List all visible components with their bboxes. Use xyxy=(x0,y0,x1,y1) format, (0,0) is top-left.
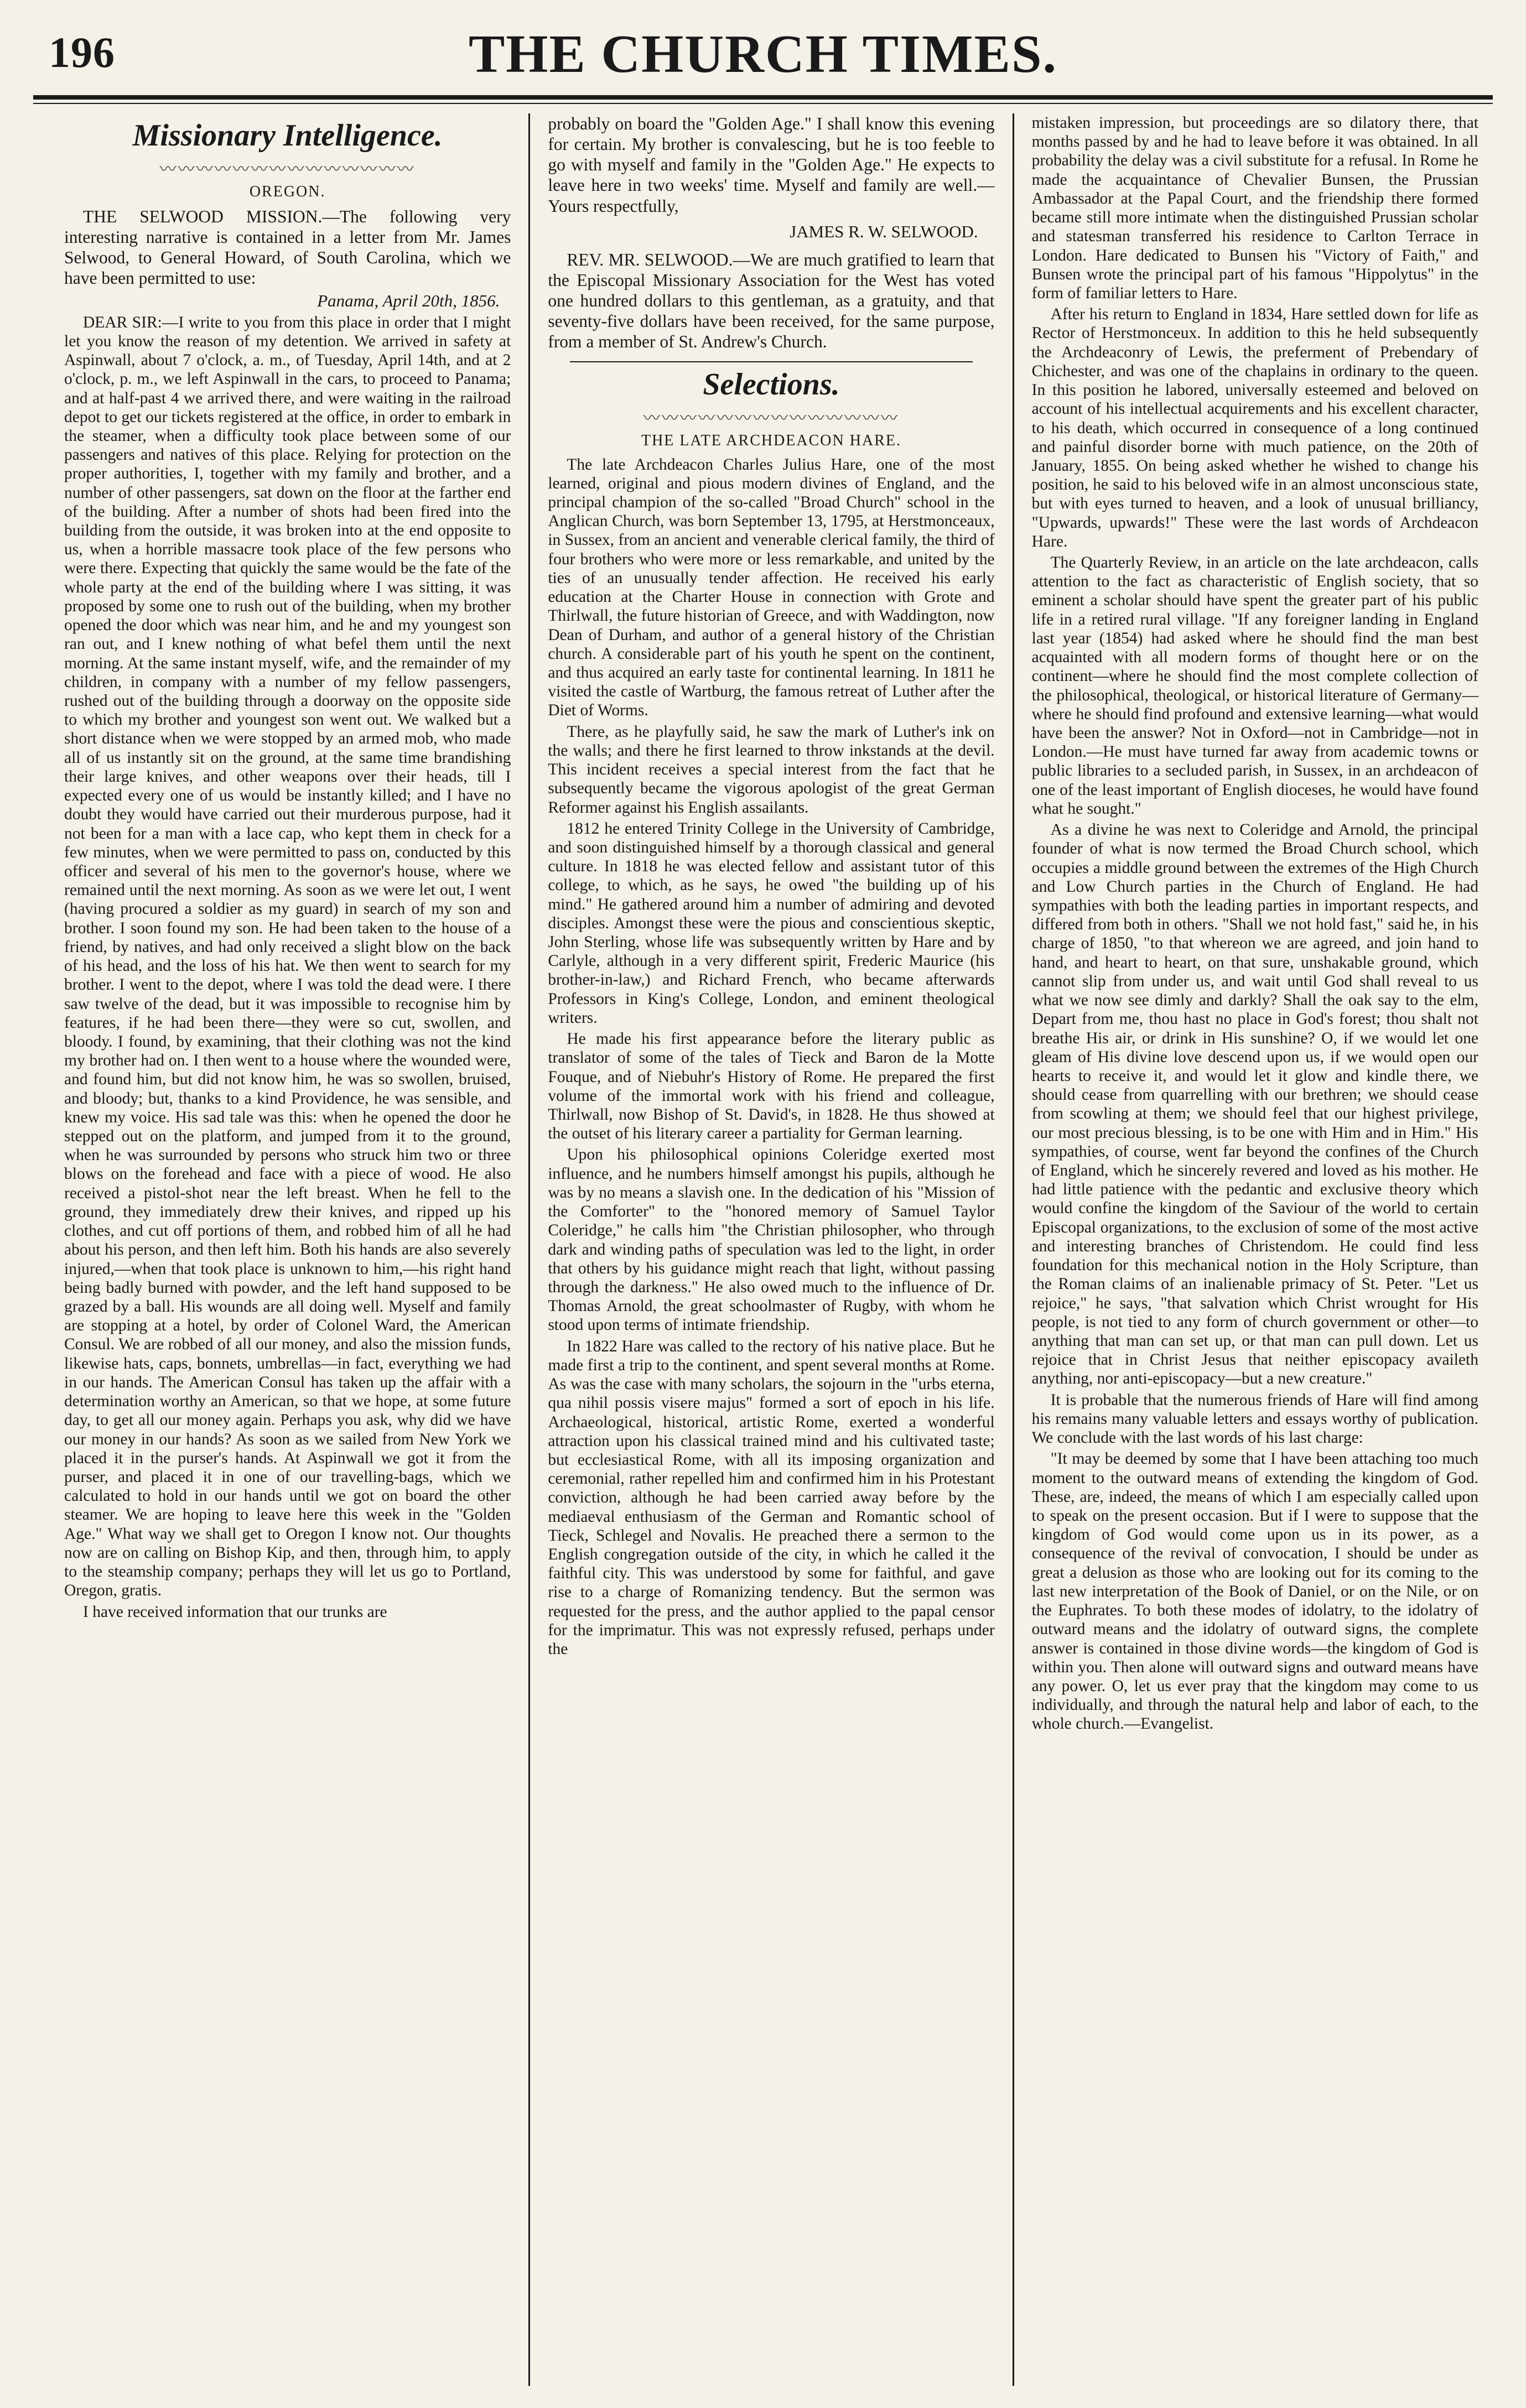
paragraph-hare-4: He made his first appearance before the literary public as translator of some of the tales of Tieck and Baron de la Motte Fouque, and of Niebuhr's History of Rome. He prepared the first volume of the immortal work with his friend and colleague, Thirlwall, now Bishop of St. David's, in 1828. He thus showed at the outset of his literary career a partiality for German learning. xyxy=(548,1030,995,1143)
section-heading-missionary: Missionary Intelligence. xyxy=(132,118,443,153)
masthead-rule-thick xyxy=(33,95,1493,100)
paragraph-hare-6: In 1822 Hare was called to the rectory of his native place. But he made first a trip to the continent, and spent several months at Rome. As was the case with many scholars, the sojourn in the "urbs eterna, qua nihil possis visere majus" formed a sort of epoch in his life. Archaeological, historical, artistic Rome, exerted a wonderful attraction upon his classical trained mind and his cultivated taste; but ecclesiastical Rome, with all its imposing organization and ceremonial, rather repelled him and confirmed him in his Protestant conviction, although he had been carried away before by the mediaeval enthusiasm of the German and Romantic school of Tieck, Schlegel and Novalis. He preached there a sermon to the English congregation outside of the city, in which he called it the faithful city. This was understood by some for faithful, and gave rise to a charge of Romanizing tendency. But the sermon was requested for the press, and the author applied to the papal censor for the imprimatur. This was not expressly refused, perhaps under the xyxy=(548,1337,995,1658)
section-heading-selections: Selections. xyxy=(703,367,840,402)
wavy-divider: 〰〰〰〰〰〰〰〰〰〰〰〰〰〰 xyxy=(643,409,899,428)
subheading-oregon: OREGON. xyxy=(249,183,326,200)
paragraph-hare-10: As a divine he was next to Coleridge and Arnold, the principal founder of what is now termed the Broad Church school, which occupies a middle ground between the extremes of the High Church and Low Church parties in the Church of England. He had sympathies with both the leading parties in important respects, and differed from both in others. "Shall we not hold fast," said he, in his charge of 1850, "to that whereon we are agreed, and join hand to hand, and heart to heart, on that sure, unshakable ground, which cannot slip from under us, and wait until God shall reveal to us what we now see dimly and darkly? Shall the oak say to the elm, Depart from me, thou hast no place in God's forest; thou shalt not breathe His air, or drink in His sunshine? O, if we would let one gleam of His divine love descend upon us, if we would open our hearts to receive it, and would let it glow and kindle there, we should cease from quarrelling with our brethren; we should cease from scowling at them; we should feel that our highest privilege, our most precious blessing, is to be one with Him and in Him." His sympathies, of course, went far beyond the confines of the Church of England, which he sincerely revered and loved as his mother. He had little patience with the pedantic and exclusive theory which would confine the kingdom of the Saviour of the world to certain Episcopal organizations, to the exclusion of some of the most active and interesting branches of Christendom. He could find less foundation for this mechanical notion in the Holy Scripture, than the Roman claims of an inalienable primacy of St. Peter. "Let us rejoice," he says, "that salvation which Christ wrought for His people, is not tied to any form of church government or other—to anything that man can set up, or that man can pull down. Let us rejoice that in Christ Jesus that neither episcopacy availeth anything, nor anti-episcopacy—but a new creature." xyxy=(1031,821,1478,1388)
paragraph-letter-end: I have received information that our trunks are xyxy=(83,1603,387,1621)
paragraph-hare-8: After his return to England in 1834, Hare settled down for life as Rector of Herstmonceux. In addition to this he held subsequently the Archdeaconry of Lewis, the preferment of Prebendary of Chichester, and was one of the chaplains in ordinary to the queen. In this position he labored, universally esteemed and beloved on account of his intellectual acquirements and his excellent character, to his death, which occurred in consequence of a long continued and painful disorder borne with much patience, on the 20th of January, 1855. On being asked whether he wished to change his position, he said to his beloved wife in an almost unconscious state, but with eyes turned to heaven, and a look of unusual brilliancy, "Upwards, upwards!" These were the last words of Archdeacon Hare. xyxy=(1031,305,1478,550)
column-2 xyxy=(533,113,1009,2386)
paragraph-rev-selwood: REV. MR. SELWOOD.—We are much gratified to learn that the Episcopal Missionary Association for the West has voted one hundred dollars to this gentleman, as a gratuity, and that seventy-five dollars have been received, for the same purpose, from a member of St. Andrew's Church. xyxy=(548,249,995,352)
article-columns xyxy=(50,113,1493,2386)
paragraph-hare-5: Upon his philosophical opinions Coleridge exerted most influence, and he numbers himself amongst his pupils, although he was by no means a slavish one. In the dedication of his "Mission of the Comforter" to the "honored memory of Samuel Taylor Coleridge," he calls him "the Christian philosopher, who through dark and winding paths of speculation was led to the light, in order that others by his guidance might reach that light, without passing through the darkness." He also owed much to the influence of Dr. Thomas Arnold, the great schoolmaster of Rugby, with whom he stood upon terms of intimate friendship. xyxy=(548,1146,995,1334)
masthead-rule-thin xyxy=(33,103,1493,104)
wavy-divider: 〰〰〰〰〰〰〰〰〰〰〰〰〰〰 xyxy=(159,160,416,179)
section-rule xyxy=(570,361,972,362)
paragraph-intro: THE SELWOOD MISSION.—The following very interesting narrative is contained in a letter from Mr. James Selwood, to General Howard, of South Carolina, which we have been permitted to use: xyxy=(64,207,511,288)
paragraph-hare-1: The late Archdeacon Charles Julius Hare, one of the most learned, original and pious modern divines of England, and the principal champion of the so-called "Broad Church" school in the Anglican Church, was born September 13, 1795, at Herstmonceaux, in Sussex, from an ancient and venerable clerical family, the third of four brothers who were more or less remarkable, and united by the ties of an unusually tender affection. He received his early education at the Charter House in connection with Grote and Thirlwall, the future historian of Greece, and with Waddington, now Dean of Durham, and author of a general history of the Christian church. A considerable part of his youth he spent on the continent, and thus acquired an early taste for continental learning. In 1811 he visited the castle of Wartburg, the famous retreat of Luther after the Diet of Worms. xyxy=(548,455,995,720)
paragraph-letter-continued: probably on board the "Golden Age." I shall know this evening for certain. My brother is convalescing, but he is too feeble to go with myself and family in the "Golden Age." He expects to leave here in two weeks' time. Myself and family are well.—Yours respectfully, xyxy=(548,114,995,216)
column-1 xyxy=(50,113,525,2386)
paragraph-hare-3: 1812 he entered Trinity College in the University of Cambridge, and soon distinguished himself by a thorough classical and general culture. In 1818 he was elected fellow and assistant tutor of this college, to which, as he says, he owed "the building up of his mind." He gathered around him a number of admiring and devoted disciples. Amongst these were the pious and conscientious skeptic, John Sterling, whose life was subsequently written by Hare and by Carlyle, although in a very different spirit, Frederic Maurice (his brother-in-law,) and Richard French, who became afterwards Professors in King's College, London, and eminent theological writers. xyxy=(548,819,995,1027)
newspaper-title: THE CHURCH TIMES. xyxy=(468,24,1058,84)
paragraph-hare-2: There, as he playfully said, he saw the mark of Luther's ink on the walls; and there he first learned to throw inkstands at the devil. This incident receives a special interest from the fact that he subsequently became the vigorous apologist of the great German Reformer against his English assailants. xyxy=(548,722,995,816)
letter-dateline: Panama, April 20th, 1856. xyxy=(317,290,500,310)
paragraph-hare-12: "It may be deemed by some that I have been attaching too much moment to the outward means of extending the kingdom of God. These, are, indeed, the means of which I am especially called upon to speak on the present occasion. But if I were to suppose that the kingdom of God would come upon us in its power, as a consequence of the revival of convocation, I should be under as great a delusion as those who are looking out for its coming to the last new interpretation of the Book of Daniel, or on the Nile, or on the Euphrates. To both these modes of idolatry, to the idolatry of outward means and the idolatry of outward signs, the complete answer is contained in those divine words—the kingdom of God is within you. Then alone will outward signs and outward means have any power. O, let us ever pray that the kingdom may come to us individually, and through the natural help and labor of each, to the whole church.—Evangelist. xyxy=(1031,1450,1478,1733)
paragraph-hare-11: It is probable that the numerous friends of Hare will find among his remains many valuable letters and essays worthy of publication. We conclude with the last words of his last charge: xyxy=(1031,1391,1478,1447)
page-number: 196 xyxy=(49,28,115,76)
column-divider xyxy=(1013,113,1014,2386)
column-3 xyxy=(1018,113,1493,2386)
paragraph-letter: DEAR SIR:—I write to you from this place in order that I might let you know the reason of my detention. We arrived in safety at Aspinwall, about 7 o'clock, a. m., of Tuesday, April 14th, and at 2 o'clock, p. m., we left Aspinwall in the cars, to proceed to Panama; and at half-past 4 we arrived there, and were waiting in the railroad depot to get our tickets registered at the office, in order to embark in the steamer, when a difficulty took place between some of our passengers and natives of this place. Relying for protection on the proper authorities, I, together with my family and brother, and a number of other passengers, sat down on the floor at the farther end of the building. After a number of shots had been fired into the building from the outside, it was broken into at the end opposite to us, when a horrible massacre took place of the few persons who were there. Expecting that quickly the same would be the fate of the whole party at the end of the building where I was sitting, it was proposed by some one to rush out of the building, when my brother opened the door which was near him, and he and my youngest son ran out, and I knew nothing of what befel them until the next morning. At the same instant myself, wife, and the remainder of my children, in company with a number of my fellow passengers, rushed out of the building through a doorway on the opposite side to which my brother and youngest son went out. We walked but a short distance when we were stopped by an armed mob, who made all of us instantly sit on the ground, at the same time brandishing their large knives, and other weapons over their heads, till I expected every one of us would be instantly killed; and I have no doubt they would have carried out their murderous purpose, had it not been for a man with a lace cap, who kept them in check for a few minutes, when we were permitted to pass on, conducted by this officer and several of his men to the governor's house, where we remained until the next morning. As soon as we were let out, I went (having procured a soldier as my guard) in search of my son and brother. I soon found my son. He had been taken to the house of a friend, by natives, and had only received a slight blow on the back of his head, and the loss of his hat. We then went to search for my brother. I went to the depot, where I was told the dead were. I there saw twelve of the dead, but it was impossible to recognise him by features, if he had been there—they were so cut, swollen, and bloody. I found, by examining, that their clothing was not the kind my brother had on. I then went to a house where the wounded were, and found him, but did not know him, he was so swollen, bruised, and bloody; but, thanks to a kind Providence, he was sensible, and knew my voice. His sad tale was this: when he opened the door he stepped out on the platform, and jumped from it to the ground, when he was surrounded by persons who struck him two or three blows on the forehead and face with a piece of wood. He also received a pistol-shot near the left breast. When he fell to the ground, they immediately drew their knives, and ripped up his clothes, and cut off portions of them, and robbed him of all he had about his person, and then left him. Both his hands are also severely injured,—when that took place is unknown to him,—his right hand being badly burned with powder, and the left hand supposed to be grazed by a ball. His wounds are all doing well. Myself and family are stopping at a hotel, by order of Colonel Ward, the American Consul. We are robbed of all our money, and also the mission funds, likewise hats, caps, bonnets, umbrellas—in fact, everything we had in our hands. The American Consul has taken up the affair with a determination worthy an American, so that we hope, at some future day, to get all our money again. Perhaps you ask, why did we have our money in our hands? As soon as we sailed from New York we placed it in the purser's hands. At Aspinwall we got it from the purser, and placed it in one of our travelling-bags, which we calculated to hold in our hands until we got on board the other steamer. We are hoping to leave here this week in the "Golden Age." What way we shall get to Oregon I know not. Our thoughts now are on calling on Bishop Kip, and then, through him, to apply to the steamship company; perhaps they will let us go to Portland, Oregon, gratis. xyxy=(64,313,511,1600)
column-divider xyxy=(528,113,530,2386)
paragraph-hare-9: The Quarterly Review, in an article on the late archdeacon, calls attention to the fact as characteristic of English society, that so eminent a scholar should have spent the greater part of his public life in a retired rural village. "If any foreigner landing in England last year (1854) had asked where he should find the man best acquainted with all modern forms of thought here or on the continent—where he should find the most complete collection of the philosophical, theological, or historical literature of Germany—where he should find profound and extensive learning—what would have been the answer? Not in Oxford—not in Cambridge—not in London.—He must have turned far away from academic towns or public libraries to a secluded parish, in Sussex, in an archdeacon of one of the least important of English dioceses, he would have found what he sought." xyxy=(1031,554,1478,818)
subheading-archdeacon-hare: THE LATE ARCHDEACON HARE. xyxy=(641,431,901,449)
paragraph-hare-7: mistaken impression, but proceedings are so dilatory there, that months passed by and he had to leave before it was obtained. In all probability the delay was a civil substitute for a refusal. In Rome he made the acquaintance of Chevalier Bunsen, the Prussian Ambassador at the Papal Court, and the friendship there formed became still more intimate when the distinguished Prussian scholar and statesman transferred his residence to Carlton Terrace in London. Hare dedicated to Bunsen his "Victory of Faith," and Bunsen wrote the principal part of his famous "Hippolytus" in the form of familiar letters to Hare. xyxy=(1031,114,1478,302)
masthead xyxy=(33,0,1493,83)
letter-signature: JAMES R. W. SELWOOD. xyxy=(790,221,978,241)
